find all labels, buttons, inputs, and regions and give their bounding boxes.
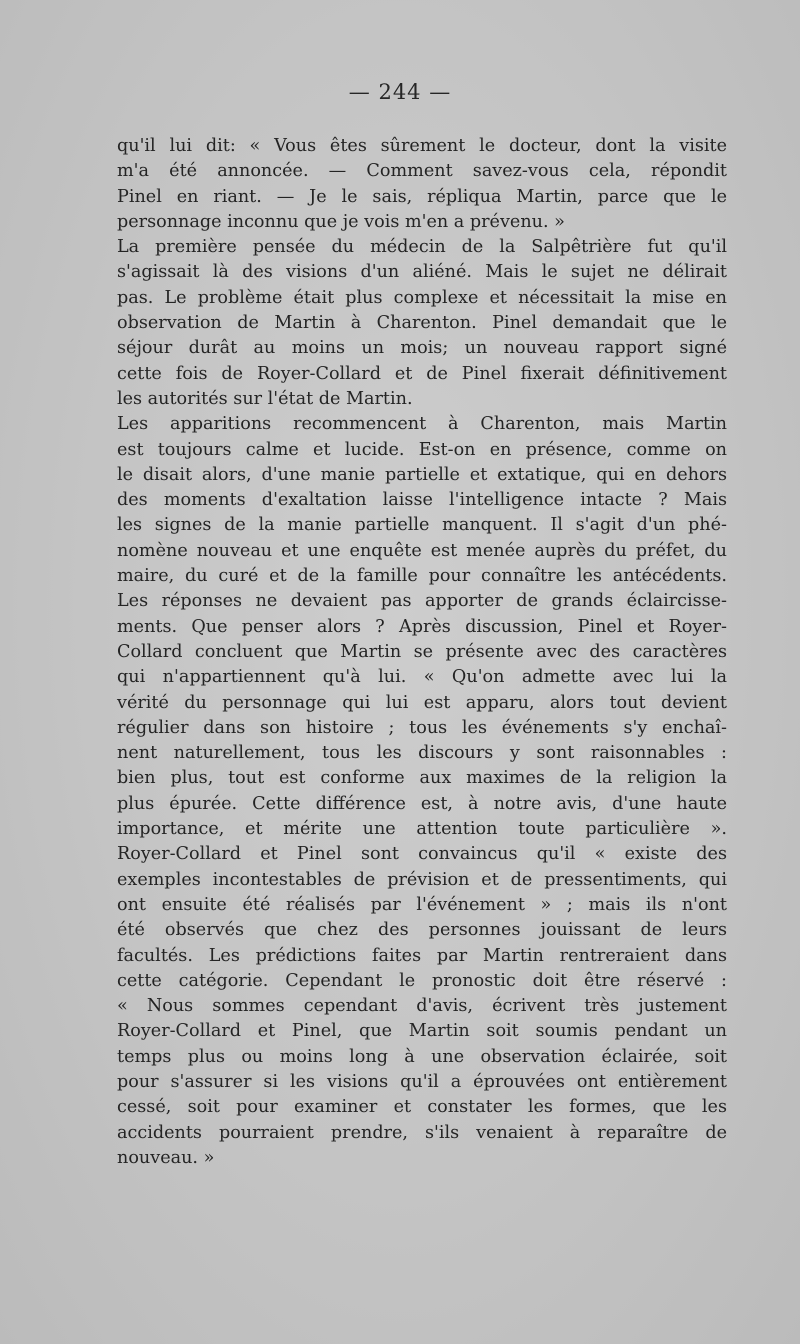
text-line: Royer-Collard et Pinel sont convaincus qu'il « existe des — [117, 844, 727, 865]
text-line: est toujours calme et lucide. Est-on en présence, comme on — [117, 439, 727, 460]
text-line: facultés. Les prédictions faites par Martin rentreraient dans — [117, 945, 727, 966]
text-line: observation de Martin à Charenton. Pinel demandait que le — [117, 313, 727, 334]
text-line: vérité du personnage qui lui est apparu, alors tout devient — [117, 692, 727, 713]
text-line: les signes de la manie partielle manquent. Il s'agit d'un phé- — [117, 515, 727, 536]
text-line: ments. Que penser alors ? Après discussion, Pinel et Royer- — [117, 616, 727, 637]
text-line: bien plus, tout est conforme aux maximes de la religion la — [117, 768, 727, 789]
text-line: séjour durât au moins un mois; un nouveau rapport signé — [117, 338, 727, 359]
text-line: cessé, soit pour examiner et constater les formes, que les — [117, 1097, 727, 1118]
text-line: Les réponses ne devaient pas apporter de grands éclaircisse- — [117, 591, 727, 612]
text-line: nouveau. » — [117, 1147, 215, 1168]
body-text — [117, 134, 727, 1171]
text-line: ont ensuite été réalisés par l'événement » ; mais ils n'ont — [117, 894, 727, 915]
text-line: La première pensée du médecin de la Salpêtrière fut qu'il — [117, 237, 727, 258]
text-line: des moments d'exaltation laisse l'intelligence intacte ? Mais — [117, 490, 727, 511]
text-line: Les apparitions recommencent à Charenton, mais Martin — [117, 414, 727, 435]
text-line: cette fois de Royer-Collard et de Pinel fixerait définitivement — [117, 363, 727, 384]
text-line: pas. Le problème était plus complexe et nécessitait la mise en — [117, 287, 727, 308]
text-line: Collard concluent que Martin se présente avec des caractères — [117, 641, 727, 662]
text-line: le disait alors, d'une manie partielle et extatique, qui en dehors — [117, 464, 727, 485]
text-line: qu'il lui dit: « Vous êtes sûrement le docteur, dont la visite — [117, 136, 727, 156]
text-line: importance, et mérite une attention toute particulière ». — [117, 819, 727, 840]
text-line: exemples incontestables de prévision et de pressentiments, qui — [117, 869, 727, 890]
text-line: Royer-Collard et Pinel, que Martin soit soumis pendant un — [117, 1021, 727, 1042]
text-line: les autorités sur l'état de Martin. — [117, 388, 413, 409]
text-line: pour s'assurer si les visions qu'il a éprouvées ont entièrement — [117, 1071, 727, 1092]
page-number: — 244 — — [348, 80, 452, 104]
text-line: nomène nouveau et une enquête est menée auprès du préfet, du — [117, 540, 727, 561]
text-line: cette catégorie. Cependant le pronostic doit être réservé : — [117, 970, 727, 991]
text-line: accidents pourraient prendre, s'ils venaient à reparaître de — [117, 1122, 727, 1143]
text-line: « Nous sommes cependant d'avis, écrivent très justement — [117, 996, 727, 1017]
text-line: qui n'appartiennent qu'à lui. « Qu'on admette avec lui la — [117, 667, 727, 688]
text-line: régulier dans son histoire ; tous les événements s'y enchaî- — [117, 717, 727, 738]
text-line: plus épurée. Cette différence est, à notre avis, d'une haute — [117, 793, 727, 814]
text-line: s'agissait là des visions d'un aliéné. Mais le sujet ne délirait — [117, 262, 727, 283]
text-line: personnage inconnu que je vois m'en a prévenu. » — [117, 211, 565, 232]
text-line: m'a été annoncée. — Comment savez-vous cela, répondit — [117, 161, 727, 182]
text-line: été observés que chez des personnes jouissant de leurs — [117, 920, 727, 941]
text-line: nent naturellement, tous les discours y sont raisonnables : — [117, 743, 727, 764]
text-line: maire, du curé et de la famille pour connaître les antécédents. — [117, 566, 727, 587]
text-line: Pinel en riant. — Je le sais, répliqua Martin, parce que le — [117, 186, 727, 207]
text-line: temps plus ou moins long à une observation éclairée, soit — [117, 1046, 727, 1067]
